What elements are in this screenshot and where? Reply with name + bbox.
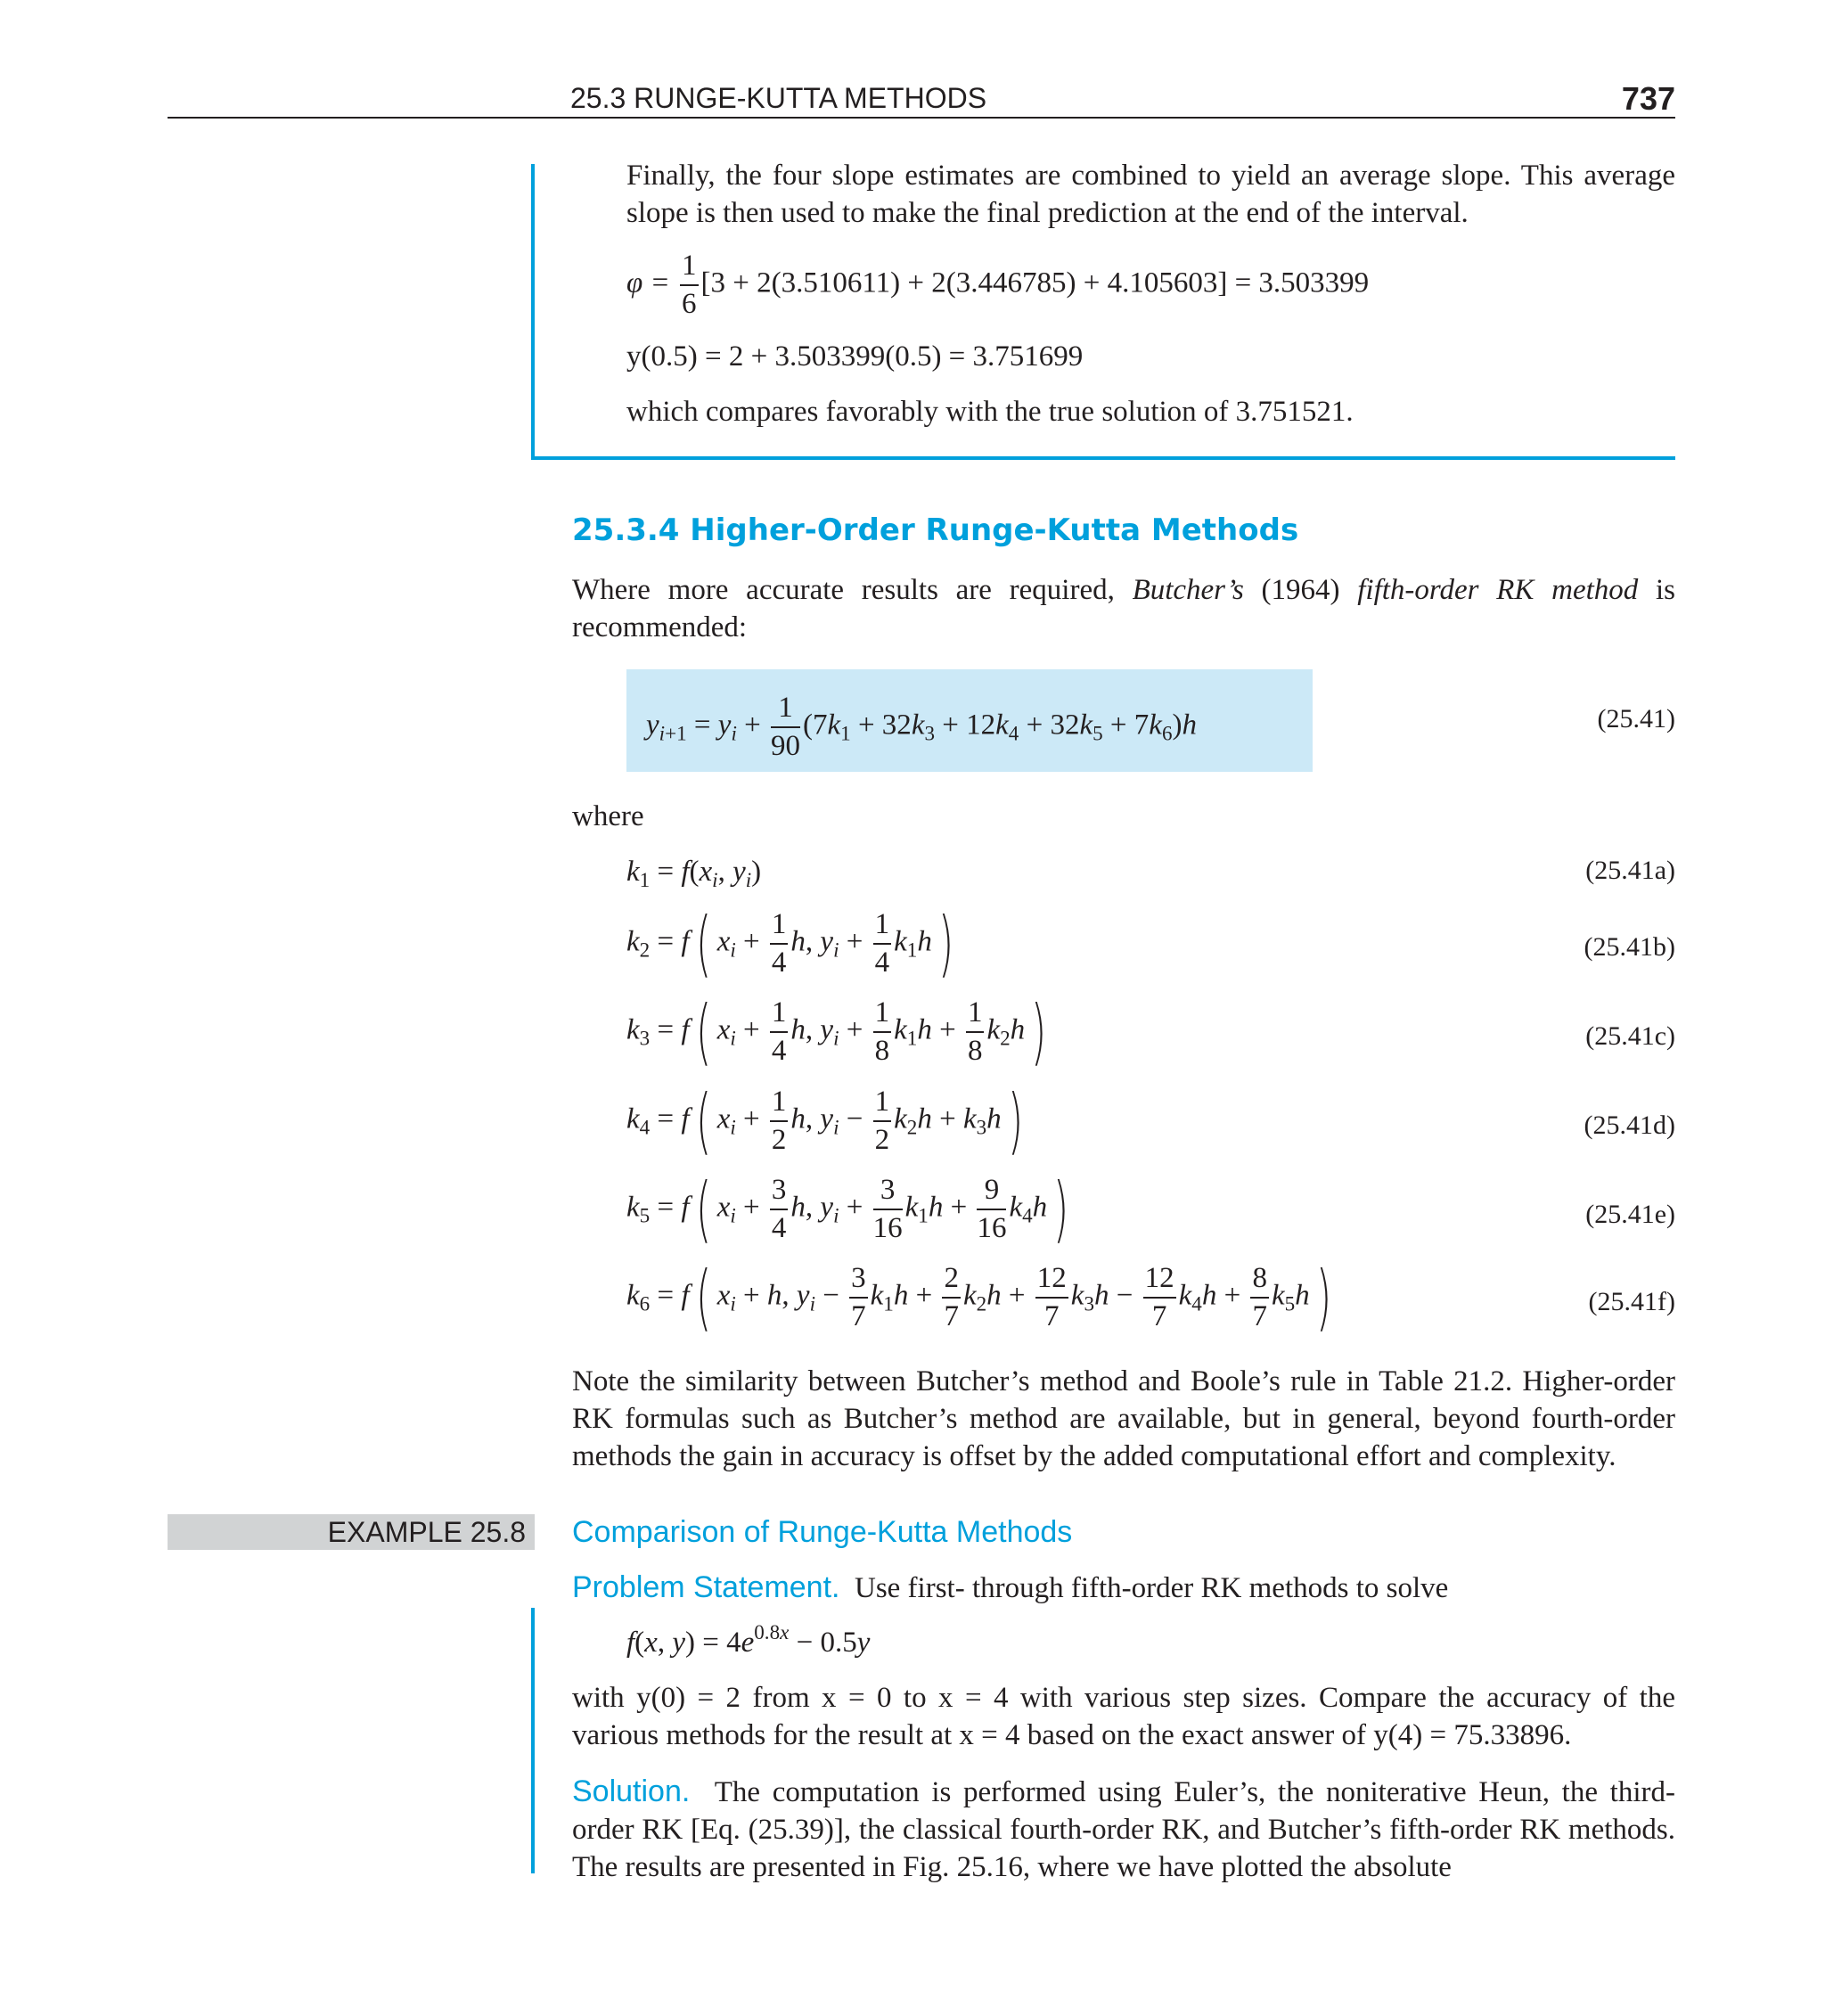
- running-header: [570, 82, 1675, 115]
- k6-equation: $k_6 = f$( $x_i + h$, $y_i$ − $\frac{3}{7}$ $k_1h$ + $\frac{2}{7}$ $k_2h$ + $\frac{12}{7}$ $k_3h$ − $\frac{12}{7}$ $k_4h$ + $\frac{8}{7}$ $k_5h$): [626, 1256, 1331, 1339]
- page-number: 737: [1621, 80, 1675, 117]
- example-side-bar-2: [531, 1608, 535, 1873]
- with-paragraph: with y(0) = 2 from x = 0 to x = 4 with various step sizes. Compare the accuracy of the various methods for the result at x = 4 based on the exact answer of y(4) = 75.33896.: [572, 1682, 1675, 1751]
- eq-number-f: (25.41f): [1588, 1287, 1675, 1316]
- butcher-equation: $y_{i+1} = y_i$ + $\frac{1}{90}$ $(7k_1 + 32k_3 + 12k_4 + 32k_5 + 7k_6)h$: [646, 692, 1197, 762]
- k3-equation: $k_3 = f$( $x_i$ + $\frac{1}{4}$ h, $y_i$ + $\frac{1}{8}$ $k_1h$ + $\frac{1}{8}$ $k_2h$): [626, 990, 1047, 1073]
- eq-number-b: (25.41b): [1584, 932, 1675, 962]
- solution-paragraph: Solution. The computation is performed using Euler’s, the noniterative Heun, the third-order RK [Eq. (25.39)], the classical fourth-order RK, and Butcher’s fifth-order RK methods. The results are presented in Fig. 25.16, where we have plotted the absolute: [572, 1774, 1676, 1883]
- function-equation: f(x, $y) = 4e^{0.8x} - 0.5y$: [626, 1620, 871, 1659]
- k4-equation: $k_4 = f$( $x_i$ + $\frac{1}{2}$ h, $y_i$ − $\frac{1}{2}$ $k_2h + k_3h$): [626, 1079, 1023, 1162]
- y-equation: y(0.5) = 2 + 3.503399(0.5) = 3.751699: [626, 340, 1084, 373]
- eq-number-main: (25.41): [1597, 704, 1675, 733]
- header-rule: [168, 117, 1675, 119]
- eq-number-c: (25.41c): [1585, 1021, 1675, 1051]
- example-side-bar: [531, 164, 535, 460]
- section-heading: 25.3.4 Higher-Order Runge-Kutta Methods: [572, 512, 1299, 548]
- eq-number-e: (25.41e): [1585, 1200, 1675, 1229]
- phi-rhs: [3 + 2(3.510611) + 2(3.446785) + 4.105603] = 3.503399: [700, 266, 1370, 299]
- k2-equation: $k_2 = f$( $x_i$ + $\frac{1}{4}$ h, $y_i$ + $\frac{1}{4}$ $k_1h$): [626, 902, 954, 985]
- example-bottom-bar: [531, 456, 1675, 460]
- intro-paragraph: Where more accurate results are required, Butcher’s (1964) fifth-order RK method is recommended:: [572, 574, 1676, 643]
- problem-statement: Problem Statement. Use first- through fifth-order RK methods to solve: [572, 1570, 1449, 1604]
- example-label: EXAMPLE 25.8: [168, 1514, 535, 1550]
- k1-equation: $k_1 = f(x_i$, $y_i$): [626, 856, 762, 891]
- k5-equation: $k_5 = f$( $x_i$ + $\frac{3}{4}$ h, $y_i$ + $\frac{3}{16}$ $k_1h$ + $\frac{9}{16}$ $k_4h$): [626, 1168, 1069, 1250]
- where-label: where: [572, 800, 644, 832]
- example-title: Comparison of Runge-Kutta Methods: [572, 1515, 1073, 1549]
- comparison-text: which compares favorably with the true solution of 3.751521.: [626, 396, 1354, 428]
- phi-fraction: $\frac{1}{6}$: [682, 250, 697, 320]
- eq-number-d: (25.41d): [1584, 1110, 1675, 1140]
- section-title: 25.3 RUNGE-KUTTA METHODS: [570, 82, 987, 114]
- final-slope-paragraph: Finally, the four slope estimates are combined to yield an average slope. This average slope is then used to make the final prediction at the end of the interval.: [626, 160, 1675, 229]
- phi-lhs: φ =: [626, 266, 670, 299]
- eq-number-a: (25.41a): [1585, 856, 1675, 885]
- note-paragraph: Note the similarity between Butcher’s method and Boole’s rule in Table 21.2. Higher-order RK formulas such as Butcher’s method are available, but in general, beyond fourth-order methods the gain in accuracy is offset by the added computational effort and complexity.: [572, 1365, 1675, 1472]
- main-fraction: $\frac{1}{90}$: [770, 692, 800, 762]
- phi-equation: [626, 251, 1369, 319]
